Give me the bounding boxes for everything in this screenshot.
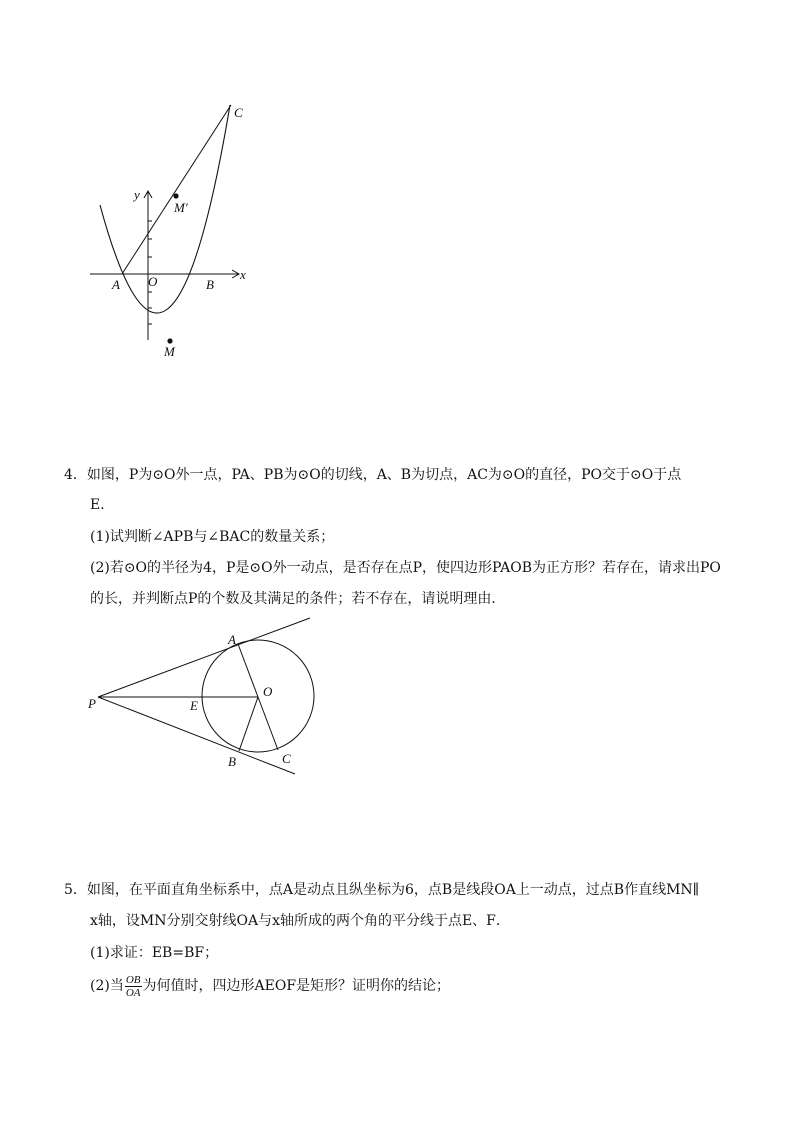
label-P: P [88,696,96,711]
q5-part2 [90,972,450,1000]
segment-OC [258,697,278,750]
q5-line2: x轴，设MN分别交射线OA与x轴所成的两个角的平分线于点E、F． [90,913,510,929]
label-x: x [240,267,246,282]
label-B: B [228,754,236,769]
fraction-numerator: OB [125,973,141,986]
q5-line1: 5．如图，在平面直角坐标系中，点A是动点且纵坐标为6，点B是线段OA上一动点，过点B作直线MN∥ [64,882,700,898]
label-C: C [234,105,243,120]
segment-OB [239,697,258,751]
circle-tangent-figure [80,610,320,785]
q4-part1: (1)试判断∠APB与∠BAC的数量关系； [90,529,335,545]
parabola-figure [80,95,270,370]
q4-line2: E． [90,497,115,513]
tangent-PA [98,618,310,697]
q5-part2-prefix: (2)当 [90,978,124,994]
label-E: E [190,698,198,713]
q4-line1: 4．如图，P为⊙O外一点，PA、PB为⊙O的切线，A、B为切点，AC为⊙O的直径，PO交于⊙O于点 [64,467,682,483]
q4-part2-line1: (2)若⊙O的半径为4，P是⊙O外一动点，是否存在点P，使四边形PAOB为正方形？若存在，请求出PO [90,560,721,576]
label-B: B [206,277,214,292]
segment-OA [238,644,258,697]
q4-part2-line2: 的长，并判断点P的个数及其满足的条件；若不存在，请说明理由． [90,591,506,607]
label-A: A [112,277,120,292]
label-M: M [164,344,175,359]
label-C: C [282,751,291,766]
point-M-prime [173,193,178,198]
label-y: y [134,187,140,202]
label-A: A [228,632,236,647]
q5-part2-suffix: 为何值时，四边形AEOF是矩形？证明你的结论； [142,978,451,994]
point-M [167,338,172,343]
label-O: O [263,684,273,699]
label-O: O [148,274,158,289]
q5-part1: (1)求证：EB=BF； [90,945,219,961]
label-M-prime: M′ [174,200,188,215]
fraction-denominator: OA [125,986,141,999]
fraction-OB-over-OA [125,974,142,999]
